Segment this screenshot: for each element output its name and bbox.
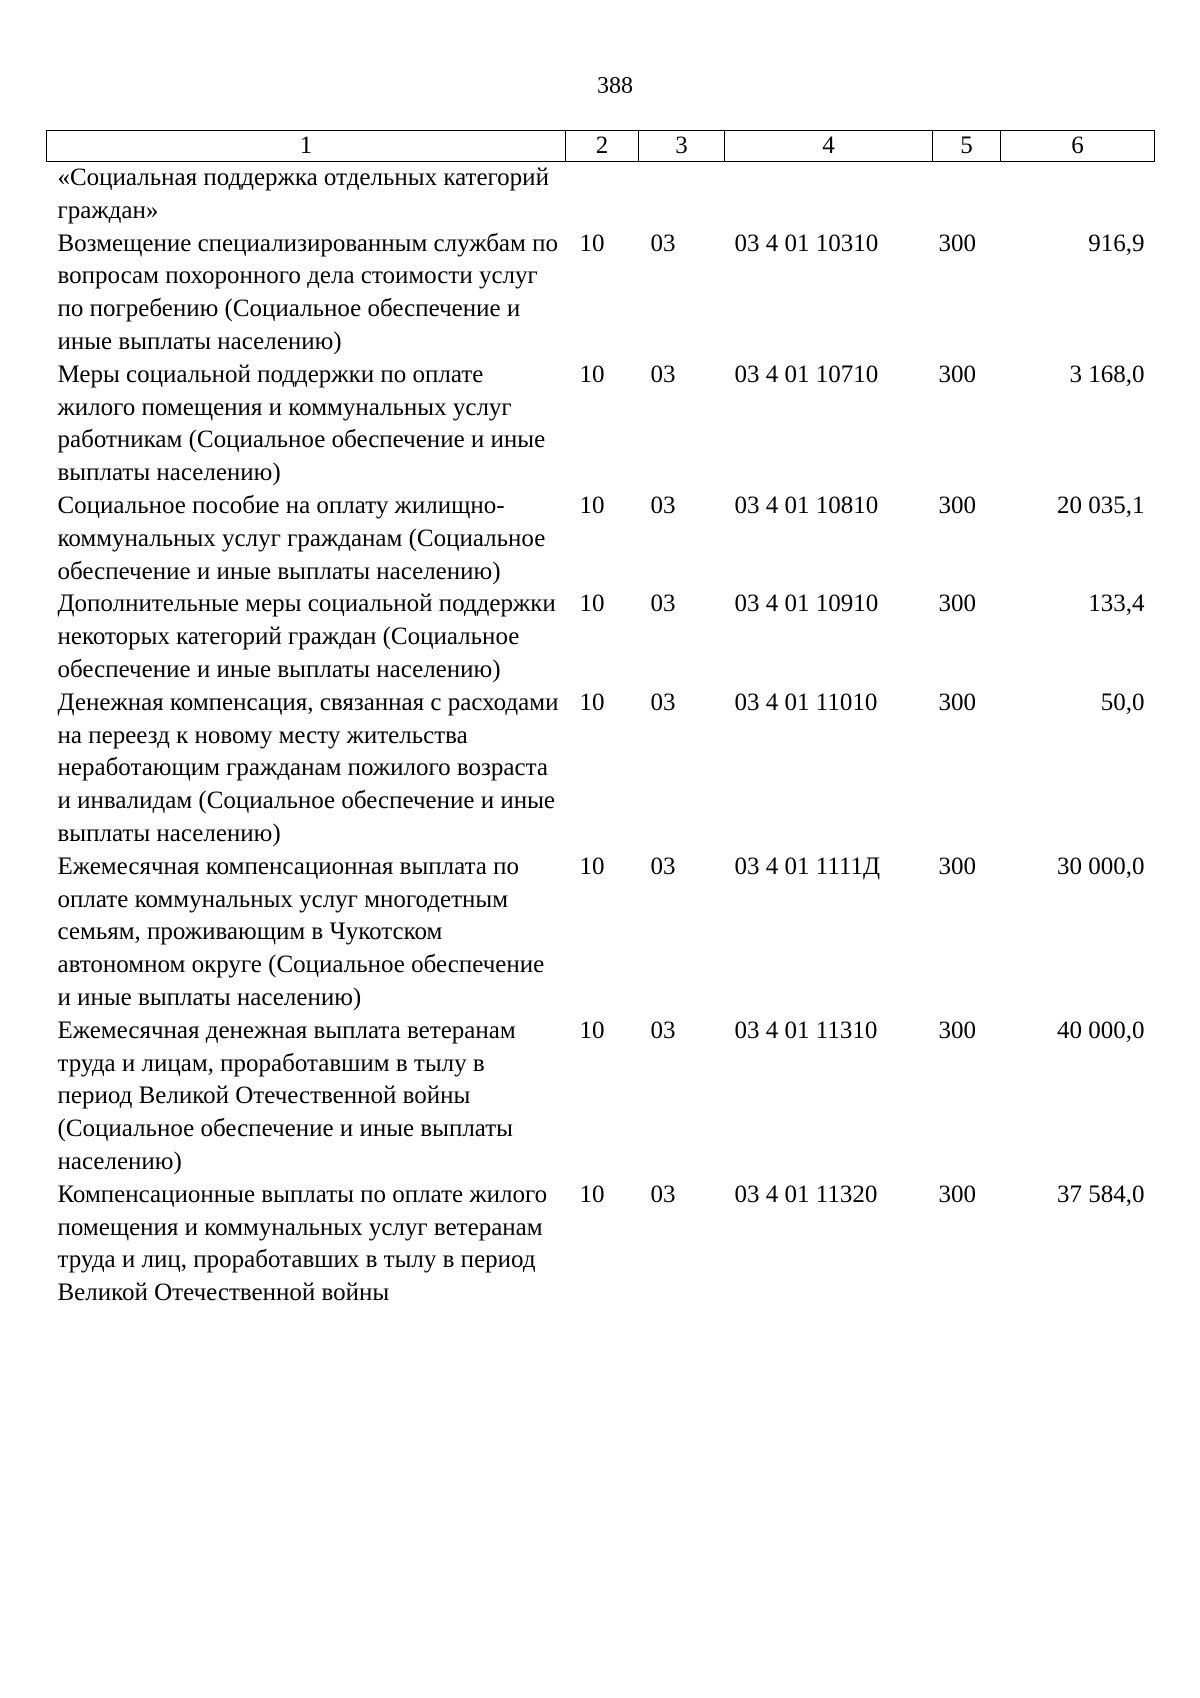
row-amount: 916,9 <box>1088 229 1145 257</box>
row-section: 10 <box>579 1016 605 1044</box>
row-subsection: 03 <box>650 491 676 519</box>
row-target-article <box>725 162 933 228</box>
column-header-2: 2 <box>566 131 639 162</box>
row-section <box>566 162 639 228</box>
row-target-article: 03 4 01 11010 <box>734 688 878 716</box>
row-name: Компенсационные выплаты по оплате жилого помещения и коммунальных услуг ветеранам труда и лиц, проработавших в тылу в период Великой Отечественной войны <box>57 1180 548 1307</box>
row-subsection: 03 <box>650 852 676 880</box>
header-row <box>47 131 1155 162</box>
column-header-6: 6 <box>1001 131 1155 162</box>
row-target-article: 03 4 01 10310 <box>734 229 879 257</box>
row-subsection: 03 <box>650 590 676 618</box>
row-target-article: 03 4 01 11310 <box>734 1016 878 1044</box>
table-row <box>47 1179 1155 1310</box>
row-amount: 40 000,0 <box>1057 1016 1145 1044</box>
page-number: 388 <box>597 73 633 99</box>
row-target-article: 03 4 01 10810 <box>734 491 879 519</box>
row-expense-type: 300 <box>938 229 976 257</box>
row-section: 10 <box>579 360 605 388</box>
row-section: 10 <box>579 590 605 618</box>
row-name: Ежемесячная компенсационная выплата по оплате коммунальных услуг многодетным семьям, проживающим в Чукотском автономном округе (Социальное обеспечение и иные выплаты населению) <box>57 852 545 1011</box>
row-name: Меры социальной поддержки по оплате жилого помещения и коммунальных услуг работникам (Социальное обеспечение и иные выплаты населению) <box>57 360 546 487</box>
row-subsection: 03 <box>650 1016 676 1044</box>
column-header-4: 4 <box>725 131 933 162</box>
row-amount: 133,4 <box>1088 590 1145 618</box>
row-target-article: 03 4 01 11320 <box>734 1180 878 1208</box>
table-row <box>47 687 1155 851</box>
row-amount: 30 000,0 <box>1057 852 1145 880</box>
row-subsection: 03 <box>650 360 676 388</box>
row-subsection: 03 <box>650 229 676 257</box>
row-subsection: 03 <box>650 1180 676 1208</box>
table-row <box>47 228 1155 359</box>
row-target-article: 03 4 01 10910 <box>734 590 879 618</box>
row-amount <box>1001 162 1155 228</box>
row-expense-type: 300 <box>938 360 976 388</box>
row-amount: 20 035,1 <box>1057 491 1145 519</box>
row-subsection <box>639 162 725 228</box>
table-row <box>47 162 1155 228</box>
budget-table <box>46 130 1155 1310</box>
row-expense-type: 300 <box>938 590 976 618</box>
table-row <box>47 1015 1155 1179</box>
row-section: 10 <box>579 852 605 880</box>
column-header-3: 3 <box>639 131 725 162</box>
row-name: Ежемесячная денежная выплата ветеранам труда и лицам, проработавшим в тылу в период Великой Отечественной войны (Социальное обеспечение и иные выплаты населению) <box>57 1016 516 1175</box>
column-header-1: 1 <box>47 131 566 162</box>
row-expense-type: 300 <box>938 1180 976 1208</box>
row-name: Социальное пособие на оплату жилищно-коммунальных услуг гражданам (Социальное обеспечение и иные выплаты населению) <box>57 491 546 585</box>
row-amount: 37 584,0 <box>1057 1180 1145 1208</box>
table-header <box>47 131 1155 162</box>
table-row <box>47 588 1155 686</box>
row-amount: 50,0 <box>1100 688 1145 716</box>
row-expense-type: 300 <box>938 1016 976 1044</box>
row-target-article: 03 4 01 1111Д <box>734 852 881 880</box>
table-body <box>47 162 1155 1310</box>
row-subsection: 03 <box>650 688 676 716</box>
row-expense-type <box>933 162 1001 228</box>
row-section: 10 <box>579 688 605 716</box>
row-amount: 3 168,0 <box>1069 360 1145 388</box>
row-name: Возмещение специализированным службам по вопросам похоронного дела стоимости услуг по погребению (Социальное обеспечение и иные выплаты населению) <box>57 229 558 355</box>
row-section: 10 <box>579 229 605 257</box>
table-row <box>47 851 1155 1015</box>
row-expense-type: 300 <box>938 491 976 519</box>
row-expense-type: 300 <box>938 852 976 880</box>
row-section: 10 <box>579 491 605 519</box>
row-name: «Социальная поддержка отдельных категорий граждан» <box>57 164 549 224</box>
table-row <box>47 359 1155 490</box>
table-row <box>47 490 1155 588</box>
row-name: Денежная компенсация, связанная с расходами на переезд к новому месту жительства неработающим гражданам пожилого возраста и инвалидам (Социальное обеспечение и иные выплаты населению) <box>57 688 559 847</box>
row-name: Дополнительные меры социальной поддержки некоторых категорий граждан (Социальное обеспечение и иные выплаты населению) <box>57 590 556 683</box>
row-section: 10 <box>579 1180 605 1208</box>
row-target-article: 03 4 01 10710 <box>734 360 879 388</box>
column-header-5: 5 <box>933 131 1001 162</box>
row-expense-type: 300 <box>938 688 976 716</box>
